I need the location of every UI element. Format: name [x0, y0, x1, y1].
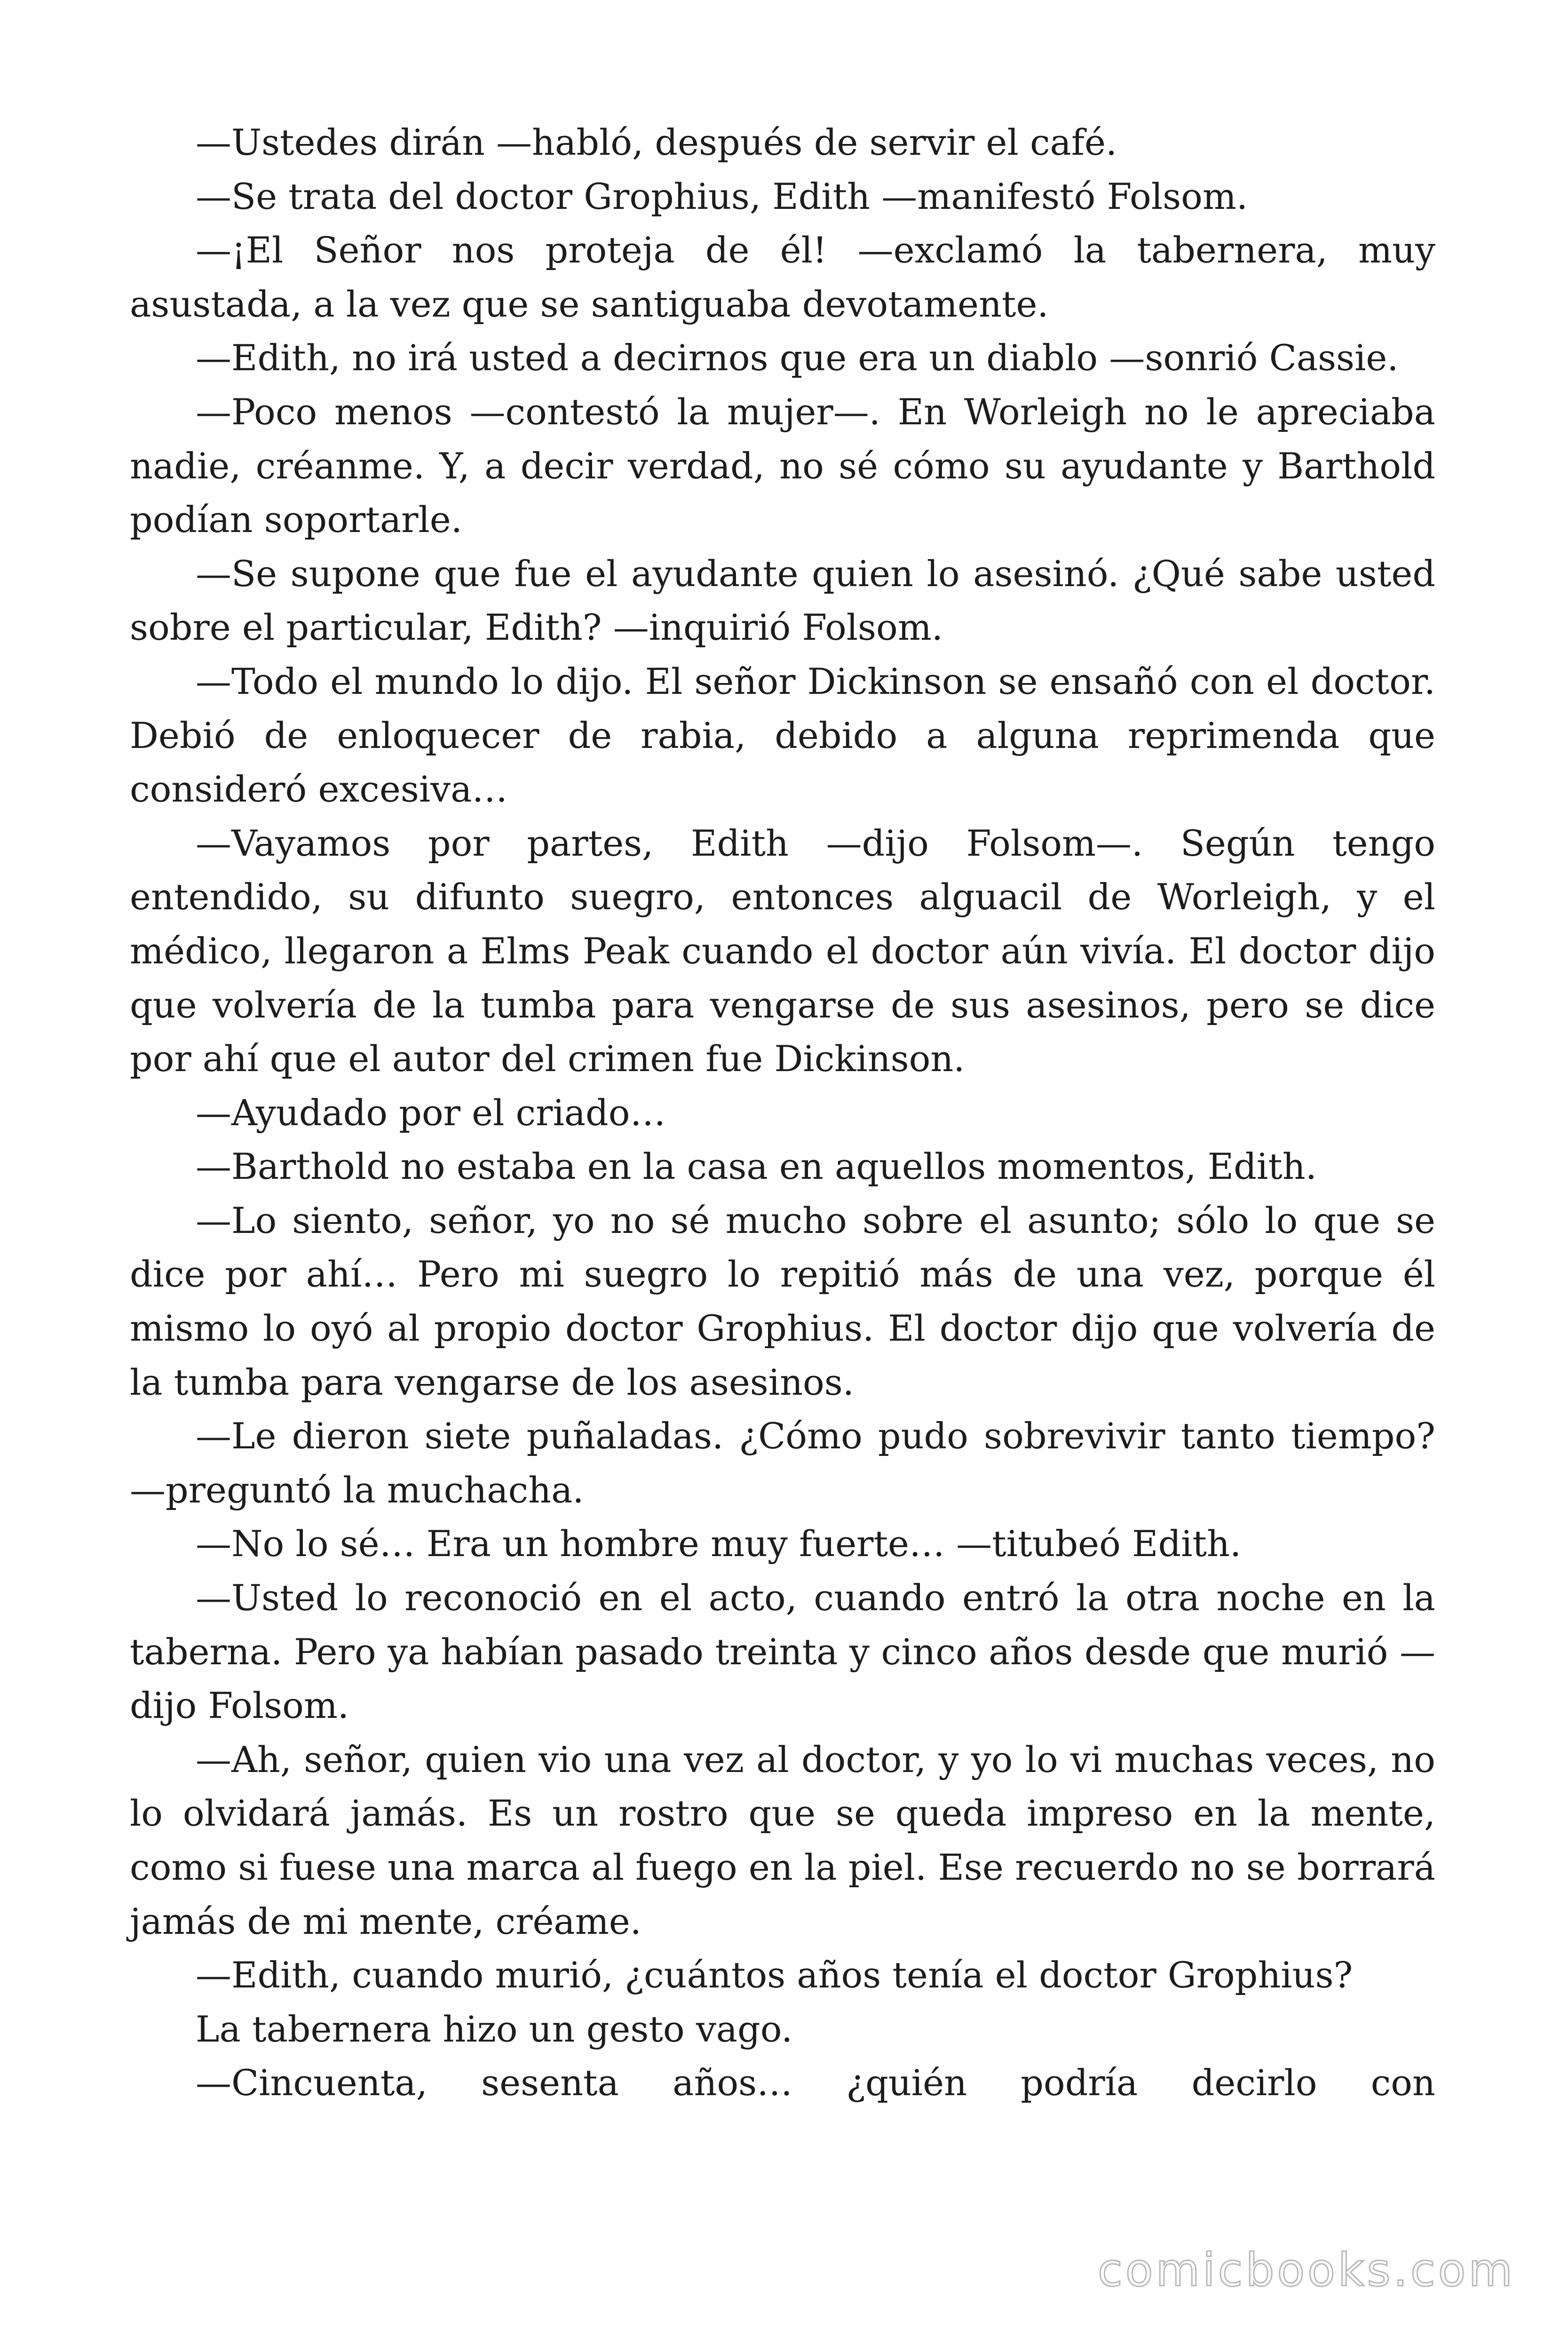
paragraph: —Edith, no irá usted a decirnos que era un diablo —sonrió Cassie. [196, 337, 1399, 379]
paragraph: —Lo siento, señor, yo no sé mucho sobre el asunto; sólo lo que se dice por ahí… Pero mi suegro lo repitió más de una vez, porque él mismo lo oyó al propio doctor Grophius. El doctor dijo que volvería de la tumba para vengarse de los asesinos. [130, 1199, 1435, 1403]
paragraph: —Usted lo reconoció en el acto, cuando entró la otra noche en la taberna. Pero ya habían pasado treinta y cinco años desde que murió —dijo Folsom. [130, 1577, 1435, 1727]
paragraph: La tabernera hizo un gesto vago. [196, 2008, 793, 2050]
paragraph: —Ah, señor, quien vio una vez al doctor, y yo lo vi muchas veces, no lo olvidará jamás. Es un rostro que se queda impreso en la mente, como si fuese una marca al fuego en la piel. Ese recuerdo no se borrará jamás de mi mente, créame. [130, 1738, 1435, 1942]
paragraph: —Vayamos por partes, Edith —dijo Folsom—. Según tengo entendido, su difunto suegro, entonces alguacil de Worleigh, y el médico, llegaron a Elms Peak cuando el doctor aún vivía. El doctor dijo que volvería de la tumba para vengarse de sus asesinos, pero se dice por ahí que el autor del crimen fue Dickinson. [130, 822, 1435, 1080]
paragraph: —¡El Señor nos proteja de él! —exclamó la tabernera, muy asustada, a la vez que se santiguaba devotamente. [130, 229, 1435, 325]
watermark-logo: comicbooks.com [1097, 2244, 1515, 2296]
paragraph: —Se trata del doctor Grophius, Edith —manifestó Folsom. [196, 175, 1248, 217]
paragraph: —Barthold no estaba en la casa en aquellos momentos, Edith. [196, 1145, 1317, 1188]
paragraph: —Se supone que fue el ayudante quien lo asesinó. ¿Qué sabe usted sobre el particular, Edith? —inquirió Folsom. [130, 552, 1435, 649]
paragraph: —Ustedes dirán —habló, después de servir el café. [196, 121, 1117, 163]
page-body-text [130, 116, 1435, 2110]
paragraph: —Ayudado por el criado… [196, 1091, 666, 1134]
paragraph: —Edith, cuando murió, ¿cuántos años tenía el doctor Grophius? [196, 1954, 1353, 1996]
paragraph: —Todo el mundo lo dijo. El señor Dickinson se ensañó con el doctor. Debió de enloquecer de rabia, debido a alguna reprimenda que consideró excesiva… [130, 660, 1435, 810]
paragraph-continued: —Cincuenta, sesenta años… ¿quién podría decirlo con [196, 2062, 1435, 2104]
paragraph: —Le dieron siete puñaladas. ¿Cómo pudo sobrevivir tanto tiempo? —preguntó la muchacha. [130, 1415, 1435, 1511]
paragraph: —No lo sé… Era un hombre muy fuerte… —titubeó Edith. [196, 1523, 1242, 1565]
paragraph: —Poco menos —contestó la mujer—. En Worleigh no le apreciaba nadie, créanme. Y, a decir verdad, no sé cómo su ayudante y Barthold podían soportarle. [130, 390, 1435, 541]
